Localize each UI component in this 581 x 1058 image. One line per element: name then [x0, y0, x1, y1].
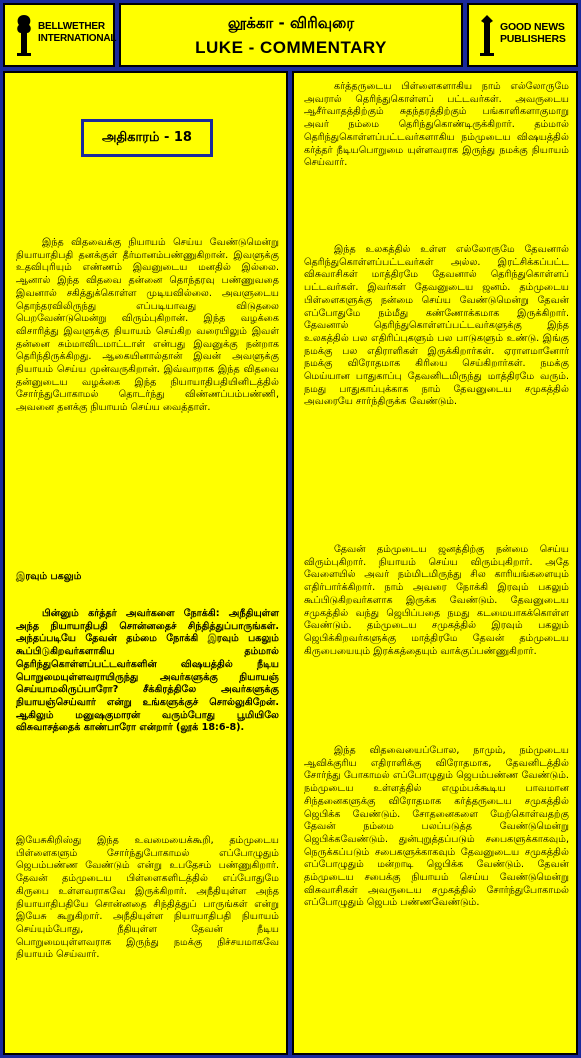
right-logo-line2: PUBLISHERS	[500, 33, 566, 45]
left-paragraph-1: இந்த விதவைக்கு நியாயம் செய்ய வேண்டுமென்று நியாயாதிபதி தனக்குள் தீர்மானம்பண்ணுகிறான். இவளுக்கு உதவிபுரியும் எண்ணம் இவனுடைய மனதில் இல்லை. ஆனால் இந்த விதவை தன்னை தொந்தரவு பண்ணுவதை இவனால் சகித்துக்கொள்ள முடியவில்லை. அவளுடைய தொந்தரவிலிருந்து எப்படியாவது விடுதலை பெறவேண்டுமென்று விரும்புகிறான். இந்த வழக்கை விசாரித்து இவளுக்கு நியாயம் செய்கிற வரையிலும் இவள் தன்னை சும்மாவிடமாட்டாள் என்பது இவனுக்கு நன்றாக தெரிந்திருக்கிறது. ஆகையினால்தான் இவன் அவளுக்கு நியாயம் செய்ய முன்வருகிறான். இவ்வாறாக இந்த விதவை தன்னுடைய வழக்கை இந்த நியாயாதிபதியினிடத்தில் சோர்ந்துபோகாமல் தொடர்ந்து விண்ணப்பம்பண்ணி, அவனை தனக்கு நியாயம் செய்ய வைத்தாள்.	[16, 237, 279, 414]
right-paragraph-4: இந்த விதவையைப்போல, நாமும், நம்முடைய ஆவிக்குரிய எதிராளிக்கு விரோதமாக, தேவனிடத்தில் சோர்ந்து போகாமல் எப்போழுதும் ஜெபம்பண்ண வேண்டும். நம்முடைய உள்ளத்தில் எழும்பக்கூடிய பாவமான சிந்தனைகளுக்கு விரோதமாக கர்த்தருடைய சமுகத்தில் ஜெபிக்க வேண்டும். சோதனைகளை மேற்கொள்வதற்கு தேவன் நம்மை பலப்படுத்த வேண்டுமென்று ஜெபிக்கவேண்டும். துன்புறுத்தப்படும் சபைகளுக்காகவும், நெருக்கப்படும் சபைகளுக்காகவும் தேவனுடைய சமுகத்தில் எப்போழுதும் மன்றாடி ஜெபிக்க வேண்டும். தேவன் தம்முடைய சபைக்கு நியாயம் செய்ய வேண்டுமென்று விசுவாசிகள் அவருடைய சமுகத்தில் சோர்ந்துபோகாமல் எப்போழுதும் ஜெபம் பண்ணவேண்டும்.	[304, 745, 569, 909]
right-paragraph-3: தேவன் தம்முடைய ஜனத்திற்கு நன்மை செய்ய விரும்புகிறார். நியாயம் செய்ய விரும்புகிறார். அதே வேளையில் அவர் நம்மிடமிருந்து சில காரியங்களையும் எதிர்பார்க்கிறார். நாம் அவரை நோக்கி இரவும் பகலும் கூப்பிடுகிறவர்களாக இருக்க வேண்டும். தேவனுடைய சமுகத்தில் வந்து ஜெபிப்பதை நமது கடமையாகக்கொள்ள வேண்டும். தம்முடைய சமுகத்தில் இரவும் பகலும் ஜெபிக்கிறவர்களுக்கு மாத்திரமே தேவன் தம்முடைய கிருபையையும் இரக்கத்தையும் வாக்குப்பண்ணுகிறார்.	[304, 544, 569, 657]
title-box	[119, 3, 463, 67]
right-column	[292, 71, 578, 1055]
left-logo-box	[3, 3, 115, 67]
herald-icon	[477, 13, 497, 57]
title-tamil: லூக்கா - விரிவுரை	[227, 14, 355, 32]
subheading-night-and-day: இரவும் பகலும்	[16, 571, 82, 582]
title-english: LUKE - COMMENTARY	[195, 38, 387, 57]
bellwether-logo	[13, 13, 116, 57]
left-paragraph-3: இயேசுகிறிஸ்து இந்த உவமையைக்கூறி, தம்முடைய பிள்ளைகளும் சோர்ந்துபோகாமல் எப்போழுதும் ஜெபம்பண்ண வேண்டும் என்று உபதேசம் பண்ணுகிறார். தேவன் தம்முடைய பிள்ளைகளிடத்தில் எப்போதுமே கிருபை உள்ளவராகவே இருக்கிறார். அநீதியுள்ள அந்த நியாயாதிபதியே சொன்னதை சிந்தித்துப் பாருங்கள் என்று இயேசு கூறுகிறார். அநீதியுள்ள நியாயாதிபதி நியாயம் செய்யும்போது, நீதியுள்ள தேவன் நீடிய பொறுமையுள்ளவராக இருந்து நமக்கு நிச்சயமாகவே நியாயம் செய்வார்.	[16, 835, 279, 961]
left-column	[3, 71, 288, 1055]
right-logo-line1: GOOD NEWS	[500, 21, 565, 33]
left-logo-line2: INTERNATIONAL	[38, 33, 117, 44]
good-news-logo	[477, 13, 566, 57]
header	[3, 3, 578, 67]
left-logo-line1: BELLWETHER	[38, 21, 105, 32]
right-paragraph-2: இந்த உலகத்தில் உள்ள எல்லோருமே தேவனால் தெரிந்துகொள்ளப்பட்டவர்கள் அல்ல. இரட்சிக்கப்பட்ட விசுவாசிகள் மாத்திரமே தேவனால் தெரிந்துகொள்ளப் பட்டவர்கள். இவர்கள் தேவனுடைய ஜனம். தம்முடைய பிள்ளைகளுக்கு நன்மை செய்ய வேண்டுமென்று தேவன் எப்போதுமே நம்மீது கண்ணோக்கமாக இருக்கிறார். தேவனால் தெரிந்துகொள்ளப்பட்டவர்களுக்கு இந்த உலகத்தில் பல எதிரிப்புகளும் பல பாடுகளும் உண்டு. இங்கு நமக்கு பல எதிராளிகள் இருக்கிறார்கள். ஏராளமானோர் நமக்கு விரோதமாக கிரியை செய்கிறார்கள். நமக்கு மெய்யான பாதுகாப்பு தேவனிடமிருந்து மாத்திரமே வரும். நமது பாதுகாப்புக்காக நாம் தேவனுடைய சமுகத்தில் அவரையே சார்ந்திருக்க வேண்டும்.	[304, 244, 569, 408]
chapter-label: அதிகாரம் - 18	[81, 119, 213, 157]
ram-icon	[13, 13, 35, 57]
right-paragraph-1: கர்த்தருடைய பிள்ளைகளாகிய நாம் எல்லோருமே அவரால் தெரிந்துகொள்ளப் பட்டவர்கள். அவருடைய ஆசீர்வாதத்திற்கும் சுதந்தரத்திற்கும் பங்காளிகளாகுமாறு அவர் நம்மை தெரிந்துகொண்டிருக்கிறார். தம்மால் தெரிந்துகொள்ளப்பட்டவர்களாகிய நம்முடைய விஷயத்தில் கர்த்தர் நீடியபொறுமை யுள்ளவராக இருந்து நமக்கு நியாயம் செய்வார்.	[304, 81, 569, 169]
right-logo-box	[467, 3, 578, 67]
left-paragraph-scripture: பின்னும் கர்த்தர் அவர்களை நோக்கி: அநீதியுள்ள அந்த நியாயாதிபதி சொன்னதைச் சிந்தித்துப்பாருங்கள். அந்தப்படியே தேவன் தம்மை நோக்கி இரவும் பகலும் கூப்பிடுகிறவர்களாகிய தம்மால் தெரிந்துகொள்ளப்பட்டவர்களின் விஷயத்தில் நீடிய பொறுமையுள்ளவராயிருந்து அவர்களுக்கு நியாயஞ் செய்யாமலிருப்பாரோ? சீக்கிரத்திலே அவர்களுக்கு நியாயஞ்செய்வார் என்று உங்களுக்குச் சொல்லுகிறேன். ஆகிலும் மனுஷகுமாரன் வரும்போது பூமியிலே விசுவாசத்தைக் காண்பாரோ என்றார் (லூக் 18:6-8).	[16, 608, 279, 734]
